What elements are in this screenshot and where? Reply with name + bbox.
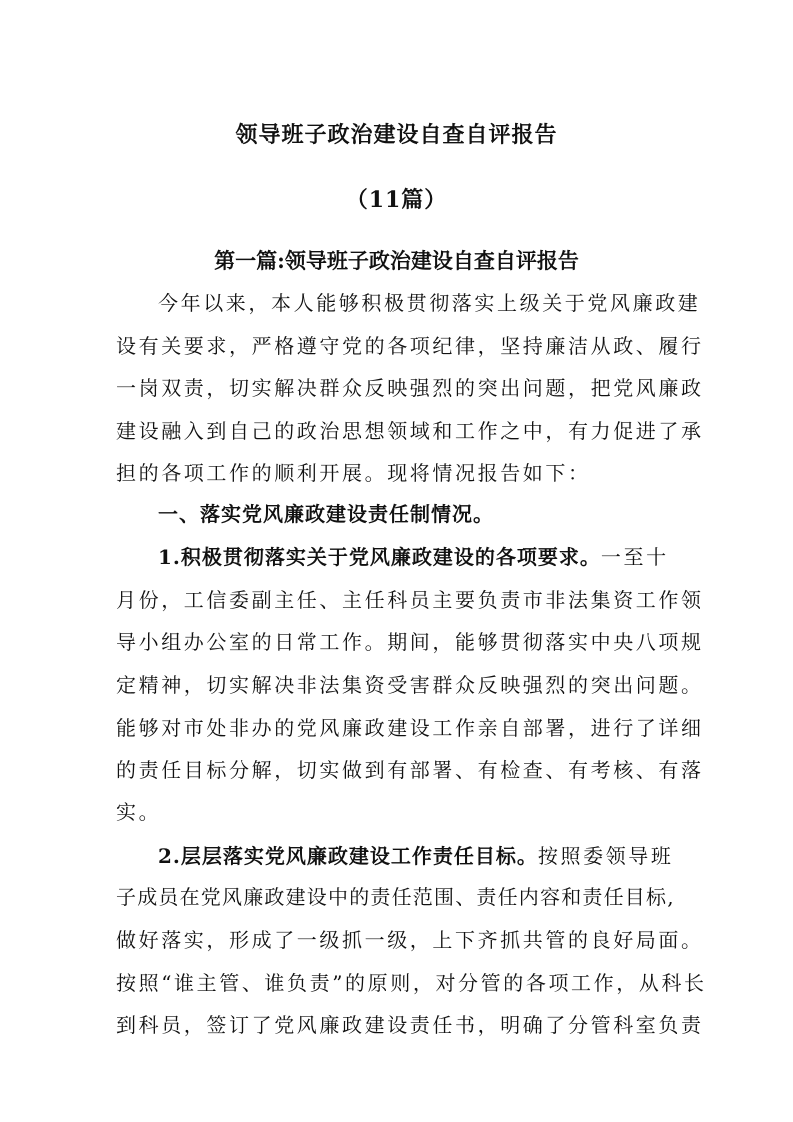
item2-line-4: 按照“谁主管、谁负责”的原则，对分管的各项工作，从科长 (116, 971, 707, 995)
intro-line-5: 担的各项工作的顺利开展。现将情况报告如下： (116, 461, 591, 485)
item1-line-3: 导小组办公室的日常工作。期间，能够贯彻落实中央八项规 (116, 630, 704, 654)
subheading-1: 一、落实党风廉政建设责任制情况。 (158, 502, 494, 526)
document-count: （11篇） (345, 187, 448, 213)
item2-line-3: 做好落实，形成了一级抓一级，上下齐抓共管的良好局面。 (116, 928, 704, 952)
item1-first-rest: 一至十 (600, 545, 669, 569)
item1-line-4: 定精神，切实解决非法集资受害群众反映强烈的突出问题。 (116, 673, 704, 697)
item2-line-5: 到科员，签订了党风廉政建设责任书，明确了分管科室负责 (116, 1013, 704, 1037)
section-heading: 第一篇:领导班子政治建设自查自评报告 (214, 248, 579, 273)
intro-line-3: 一岗双责，切实解决群众反映强烈的突出问题，把党风廉政 (116, 376, 704, 400)
intro-line-2: 设有关要求，严格遵守党的各项纪律，坚持廉洁从政、履行 (116, 334, 704, 358)
item1-line-5: 能够对市处非办的党风廉政建设工作亲自部署，进行了详细 (116, 716, 704, 740)
item1-line-6: 的责任目标分解，切实做到有部署、有检查、有考核、有落 (116, 758, 704, 782)
intro-line-1: 今年以来，本人能够积极贯彻落实上级关于党风廉政建 (158, 291, 701, 315)
item1-bold-lead: 1.积极贯彻落实关于党风廉政建设的各项要求。 (158, 545, 601, 569)
item1-first-line (158, 544, 708, 570)
intro-line-4: 建设融入到自己的政治思想领域和工作之中，有力促进了承 (116, 419, 704, 443)
item1-line-2: 月份，工信委副主任、主任科员主要负责市非法集资工作领 (116, 588, 704, 612)
document-title: 领导班子政治建设自查自评报告 (235, 122, 558, 148)
item2-first-rest: 按照委领导班 (537, 844, 674, 868)
item1-line-7: 实。 (116, 800, 162, 824)
item2-bold-lead: 2.层层落实党风廉政建设工作责任目标。 (158, 844, 538, 868)
item2-first-line (158, 843, 708, 869)
item2-line-2: 子成员在党风廉政建设中的责任范围、责任内容和责任目标, (116, 885, 675, 909)
